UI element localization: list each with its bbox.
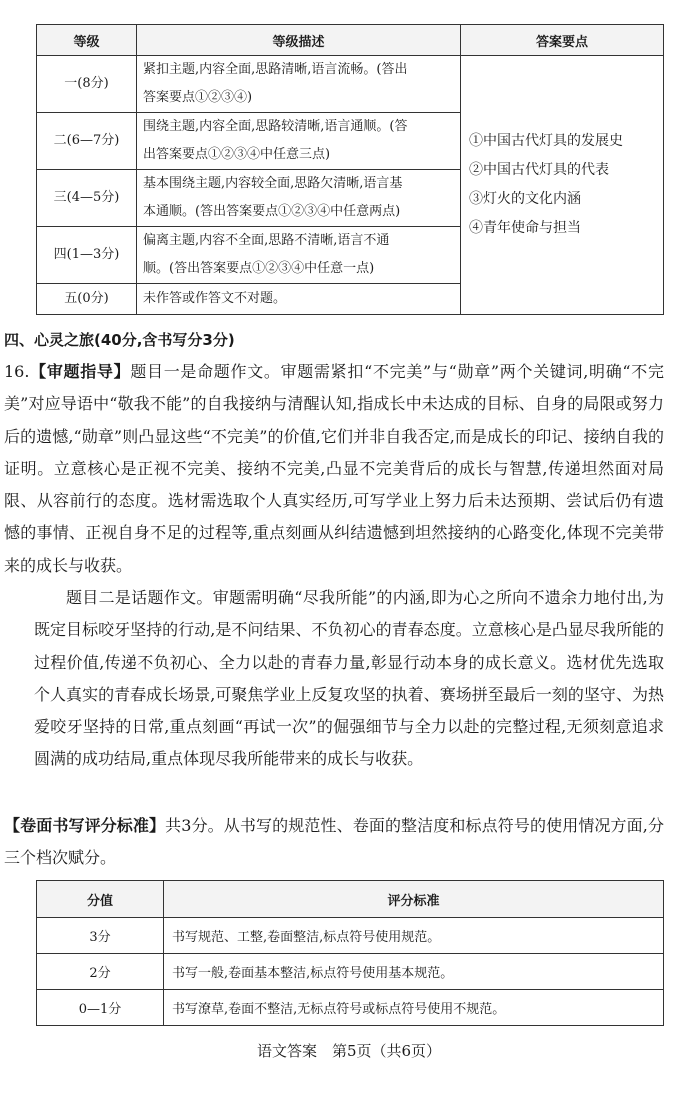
grade-description	[137, 284, 461, 315]
question-number: 16.	[4, 362, 30, 381]
grade-level: 五(0分)	[37, 284, 137, 315]
paragraph-text: 题目一是命题作文。审题需紧扣“不完美”与“勋章”两个关键词,明确“不完美”对应导语中“敬我不能”的自我接纳与清醒认知,指成长中未达成的目标、自身的局限或努力后的遗憾,“勋章”则凸显这些“不完美”的价值,它们并非自我否定,而是成长的印记、接纳自我的证明。立意核心是正视不完美、接纳不完美,凸显不完美背后的成长与智慧,传递坦然面对局限、从容前行的态度。选材需选取个人真实经历,可写学业上努力后未达预期、尝试后仍有遗憾的事情、正视自身不足的过程等,重点刻画从纠结遗憾到坦然接纳的心路变化,体现不完美带来的成长与收获。	[4, 362, 664, 575]
grade-description	[137, 56, 461, 113]
desc-line: 基本围绕主题,内容较全面,思路欠清晰,语言基	[143, 176, 403, 191]
grade-description	[137, 170, 461, 227]
question-16-paragraph-1	[4, 356, 664, 582]
score-criteria: 书写一般,卷面基本整洁,标点符号使用基本规范。	[164, 954, 664, 990]
score-value: 0—1分	[37, 990, 164, 1026]
desc-line: 顺。(答出答案要点①②③④中任意一点)	[143, 261, 375, 276]
page-footer: 语文答案 第5页（共6页）	[256, 1042, 442, 1060]
answer-points	[461, 56, 664, 315]
score-table-header	[37, 881, 664, 918]
score-value: 3分	[37, 918, 164, 954]
score-value: 2分	[37, 954, 164, 990]
header-score-value: 分值	[37, 881, 164, 918]
desc-line: 出答案要点①②③④中任意三点)	[143, 147, 331, 162]
desc-line: 未作答或作答文不对题。	[143, 291, 287, 306]
answer-point: ①中国古代灯具的发展史	[469, 133, 623, 149]
header-answer-points: 答案要点	[461, 25, 664, 56]
answer-point: ②中国古代灯具的代表	[469, 162, 609, 178]
table-row	[37, 56, 664, 113]
score-table	[36, 880, 664, 1026]
grade-level: 四(1—3分)	[37, 227, 137, 284]
header-level: 等级	[37, 25, 137, 56]
desc-line: 答案要点①②③④)	[143, 90, 253, 105]
answer-point: ④青年使命与担当	[469, 220, 581, 236]
grade-description	[137, 113, 461, 170]
section-heading: 四、心灵之旅(40分,含书写分3分)	[4, 331, 235, 349]
grade-level: 三(4—5分)	[37, 170, 137, 227]
table-row	[37, 954, 664, 990]
grade-table	[36, 24, 664, 315]
writing-text: 共3分。从书写的规范性、卷面的整洁度和标点符号的使用情况方面,分三个档次赋分。	[4, 816, 664, 868]
answer-point: ③灯火的文化内涵	[469, 191, 581, 207]
grade-level: 一(8分)	[37, 56, 137, 113]
header-description: 等级描述	[137, 25, 461, 56]
desc-line: 紧扣主题,内容全面,思路清晰,语言流畅。(答出	[143, 62, 408, 77]
desc-line: 围绕主题,内容全面,思路较清晰,语言通顺。(答	[143, 119, 408, 134]
writing-tag: 【卷面书写评分标准】	[4, 816, 166, 835]
grade-table-header	[37, 25, 664, 56]
grade-description	[137, 227, 461, 284]
desc-line: 本通顺。(答出答案要点①②③④中任意两点)	[143, 204, 401, 219]
score-criteria: 书写规范、工整,卷面整洁,标点符号使用规范。	[164, 918, 664, 954]
grade-level: 二(6—7分)	[37, 113, 137, 170]
header-criteria: 评分标准	[164, 881, 664, 918]
writing-standard-paragraph	[4, 810, 664, 875]
score-criteria: 书写潦草,卷面不整洁,无标点符号或标点符号使用不规范。	[164, 990, 664, 1026]
guidance-tag: 【审题指导】	[29, 362, 131, 381]
desc-line: 偏离主题,内容不全面,思路不清晰,语言不通	[143, 233, 390, 248]
table-row	[37, 918, 664, 954]
question-16-paragraph-2: 题目二是话题作文。审题需明确“尽我所能”的内涵,即为心之所向不遗余力地付出,为既定目标咬牙坚持的行动,是不问结果、不负初心的青春态度。立意核心是凸显尽我所能的过程价值,传递不负初心、全力以赴的青春力量,彰显行动本身的成长意义。选材优先选取个人真实的青春成长场景,可聚焦学业上反复攻坚的执着、赛场拼至最后一刻的坚守、为热爱咬牙坚持的日常,重点刻画“再试一次”的倔强细节与全力以赴的完整过程,无须刻意追求圆满的成功结局,重点体现尽我所能带来的成长与收获。	[34, 588, 664, 769]
table-row	[37, 990, 664, 1026]
